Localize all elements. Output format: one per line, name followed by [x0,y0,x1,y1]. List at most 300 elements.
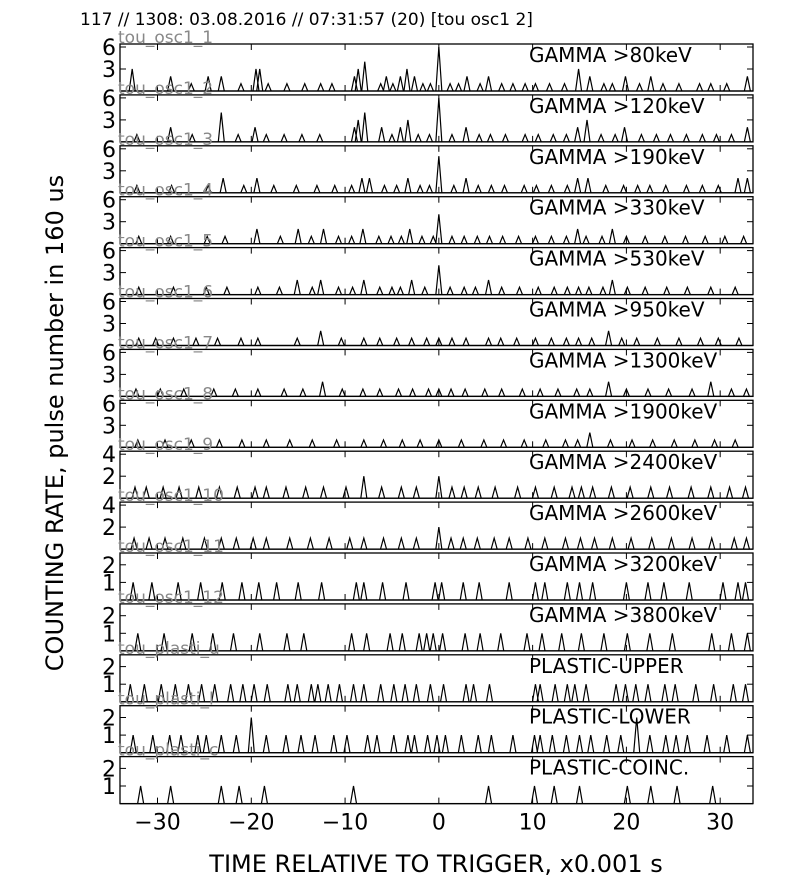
panel-label: GAMMA >1900keV [529,399,718,424]
trace-peak [609,280,615,295]
trace-peak [257,69,263,91]
trace-peak [378,84,384,91]
trace-peak [562,538,568,549]
trace-peak [325,684,331,702]
trace-peak [543,440,549,447]
trace-peak [432,582,438,600]
trace-peak [588,735,594,753]
trace-peak [451,185,457,192]
trace-peak [365,735,371,753]
trace-peak [364,633,370,651]
trace-peak [744,127,750,142]
x-tick-label: −30 [134,810,181,836]
trace-peak [462,633,468,651]
trace-peak [486,786,492,804]
trace-peak [533,185,539,192]
trace-peak [387,633,393,651]
trace-peak [510,735,516,753]
trace-peak [255,389,261,396]
trace-peak [349,633,355,651]
panel-label: GAMMA >1300keV [529,348,718,373]
y-tick-label: 6 [102,392,116,418]
trace-peak [724,735,730,753]
trace-peak [295,582,301,600]
trace-peak [463,338,469,345]
trace-peak [224,287,230,294]
trace-peak [419,236,425,243]
y-tick-label: 6 [102,36,116,61]
trace-peak [218,76,224,91]
trace-peak [708,382,714,397]
trace-peak [475,487,481,498]
trace-peak [731,538,737,549]
trace-peak [708,487,714,498]
trace-peak [501,440,507,447]
trace-peak [287,538,293,549]
panel-id: tou_osc1_3 [118,129,214,150]
trace-peak [648,786,654,804]
trace-peak [481,440,487,447]
y-tick-label: 1 [102,673,116,699]
trace-peak [548,338,554,345]
trace-peak [460,582,466,600]
trace-peak [728,633,734,651]
trace-peak [662,684,668,702]
trace-peak [233,538,239,549]
panel-tou_plasti_c [102,741,753,804]
trace-peak [672,684,678,702]
trace-peak [309,440,315,447]
trace-peak [576,287,582,294]
trace-peak [562,440,568,447]
trace-peak [552,684,558,702]
panel-id: tou_osc1_8 [118,384,214,405]
trace-peak [320,229,326,244]
trace-peak [578,633,584,651]
trace-peak [676,84,682,91]
trace-peak [405,120,411,142]
trace-peak [238,84,244,91]
trace-peak [710,786,716,804]
trace-peak [442,735,448,753]
trace-peak [647,633,653,651]
trace-peak [361,684,367,702]
trace-peak [240,684,246,702]
trace-peak [462,389,468,396]
trace-peak [551,287,557,294]
trace-peak [256,582,262,600]
trace-peak [241,185,247,192]
trace-peak [293,185,299,192]
trace-peak [563,338,569,345]
trace-peak [308,236,314,243]
figure-header: 117 // 1308: 03.08.2016 // 07:31:57 (20) [tou osc1 2] [80,10,533,30]
trace-peak [425,735,431,753]
trace-peak [353,582,359,600]
x-tick-label: −20 [228,810,275,836]
trace-peak [329,84,335,91]
trace-peak [522,135,528,142]
trace-peak [728,135,734,142]
trace-peak [499,84,505,91]
trace-peak [477,633,483,651]
trace-peak [516,287,522,294]
trace-peak [574,389,580,396]
trace-peak [336,236,342,243]
trace-peak [576,338,582,345]
trace-peak [426,135,432,142]
trace-peak [744,178,750,193]
trace-peak [674,786,680,804]
trace-peak [741,236,747,243]
y-tick-label: 4 [102,443,116,469]
trace-peak [319,582,325,600]
y-tick-label: 3 [102,210,116,236]
y-tick-label: 3 [102,159,116,185]
trace-peak [405,178,411,193]
trace-peak [499,287,505,294]
trace-peak [637,84,643,91]
panel-label: GAMMA >120keV [529,93,705,118]
trace-peak [563,735,569,753]
trace-peak [361,538,367,549]
trace-peak [215,338,221,345]
trace-peak [409,338,415,345]
trace-peak [624,786,630,804]
panel-id: tou_plasti_l [118,689,214,710]
trace-peak [251,684,257,702]
trace-peak [506,538,512,549]
x-tick-label: 0 [431,810,446,836]
y-tick-label: 2 [102,655,116,681]
trace-peak [609,538,615,549]
trace-peak [238,338,244,345]
trace-peak [660,84,666,91]
panel-id: tou_osc1_1 [118,28,214,48]
trace-peak [539,633,545,651]
trace-peak [599,236,605,243]
trace-peak [577,538,583,549]
trace-peak [551,786,557,804]
trace-peak [283,735,289,753]
trace-peak [682,236,688,243]
trace-peak [359,178,365,193]
trace-peak [704,735,710,753]
y-tick-label: 1 [102,571,116,597]
trace-peak [475,735,481,753]
trace-peak [712,440,718,447]
trace-peak [474,236,480,243]
trace-peak [589,338,595,345]
trace-peak [222,236,228,243]
trace-peak [441,684,447,702]
trace-peak [645,582,651,600]
trace-peak [302,84,308,91]
trace-peak [326,538,332,549]
trace-peak [422,287,428,294]
trace-peak [471,684,477,702]
trace-peak [338,338,344,345]
trace-peak [420,84,426,91]
trace-peak [622,76,628,91]
trace-peak [498,338,504,345]
trace-peak [476,582,482,600]
trace-peak [606,382,612,397]
trace-peak [576,69,582,91]
trace-peak [601,84,607,91]
trace-peak [349,185,355,192]
trace-peak [689,389,695,396]
trace-peak [458,440,464,447]
panel-id: tou_plasti_c [118,740,219,761]
trace-peak [569,487,575,498]
trace-peak [309,287,315,294]
trace-peak [609,84,615,91]
trace-peak [448,538,454,549]
trace-peak [486,280,492,295]
y-tick-label: 3 [102,108,116,134]
trace-peak [743,538,749,549]
trace-peak [257,633,263,651]
x-tick-labels [134,811,734,836]
trace-peak [654,338,660,345]
trace-peak [742,684,748,702]
panel-id: tou_plasti_u [118,638,220,659]
trace-peak [415,135,421,142]
trace-peak [475,185,481,192]
trace-peak [476,135,482,142]
trace-peak [394,338,400,345]
trace-peak [456,84,462,91]
trace-peak [642,236,648,243]
trace-peak [379,487,385,498]
trace-peak [376,236,382,243]
trace-peak [168,786,174,804]
trace-peak [486,236,492,243]
y-tick-label: 2 [102,604,116,630]
trace-peak [662,236,668,243]
trace-peak [474,538,480,549]
trace-peak [390,84,396,91]
trace-peak [532,338,538,345]
trace-peak [360,229,366,244]
trace-peak [461,287,467,294]
trace-peak [713,135,719,142]
trace-peak [699,185,705,192]
trace-peak [522,84,528,91]
trace-peak [592,538,598,549]
trace-peak [426,185,432,192]
trace-peak [648,487,654,498]
trace-peak [603,185,609,192]
y-axis-title: COUNTING RATE, pulse number in 160 us [41,174,69,672]
trace-peak [318,280,324,295]
panel-label: GAMMA >80keV [529,43,692,67]
trace-peak [320,487,326,498]
trace-peak [486,338,492,345]
trace-peak [663,735,669,753]
x-tick-label: 30 [706,810,735,836]
trace-peak [458,735,464,753]
panel-label: GAMMA >2600keV [529,501,718,526]
trace-peak [361,440,367,447]
trace-peak [413,487,419,498]
trace-peak [404,69,410,91]
trace-peak [601,633,607,651]
trace-peak [732,287,738,294]
trace-peak [575,178,581,193]
trace-peak [622,684,628,702]
trace-peak [708,287,714,294]
trace-peak [255,287,261,294]
trace-peak [299,135,305,142]
trace-peak [411,735,417,753]
trace-peak [686,582,692,600]
trace-peak [440,633,446,651]
y-tick-label: 1 [102,724,116,750]
trace-peak [394,185,400,192]
y-tick-label: 1 [102,775,116,800]
trace-peak [735,582,741,600]
trace-peak [377,389,383,396]
trace-peak [448,389,454,396]
trace-peak [301,633,307,651]
y-tick-label: 3 [102,261,116,287]
trace-peak [542,538,548,549]
trace-peak [427,84,433,91]
panel-id: tou_osc1_11 [118,537,224,557]
trace-peak [709,633,715,651]
trace-peak [744,735,750,753]
trace-peak [449,135,455,142]
trace-peak [234,487,240,498]
trace-peak [720,582,726,600]
trace-peak [608,487,614,498]
trace-peak [549,735,555,753]
trace-peak [684,735,690,753]
trace-peak [252,127,258,142]
trace-peak [391,684,397,702]
trace-peak [361,280,367,295]
trace-peak [472,287,478,294]
panel-label: GAMMA >330keV [529,195,705,220]
trace-peak [347,538,353,549]
trace-peak [265,84,271,91]
trace-peak [377,287,383,294]
trace-peak [460,538,466,549]
panel-id: tou_osc1_2 [118,78,214,99]
trace-peak [287,440,293,447]
trace-peak [349,236,355,243]
trace-peak [676,338,682,345]
trace-peak [300,389,306,396]
trace-peak [564,582,570,600]
trace-peak [391,735,397,753]
trace-peak [398,538,404,549]
trace-peak [436,47,442,91]
trace-peak [389,287,395,294]
x-axis-title: TIME RELATIVE TO TRIGGER, x0.001 s [209,850,663,878]
trace-peak [409,280,415,295]
trace-peak [684,287,690,294]
trace-peak [239,582,245,600]
trace-peak [661,582,667,600]
trace-peak [388,236,394,243]
trace-peak [634,338,640,345]
trace-peak [732,440,738,447]
trace-peak [709,538,715,549]
trace-peak [619,338,625,345]
trace-peak [486,76,492,91]
trace-peak [577,735,583,753]
trace-peak [255,338,261,345]
trace-peak [271,185,277,192]
trace-peak [730,684,736,702]
trace-peak [138,786,144,804]
trace-peak [486,684,492,702]
trace-peak [516,236,522,243]
trace-peak [263,440,269,447]
trace-peak [383,76,389,91]
trace-peak [449,487,455,498]
trace-peak [663,185,669,192]
trace-peak [254,229,260,244]
trace-peak [396,389,402,396]
trace-peak [692,440,698,447]
trace-peak [220,178,226,193]
trace-peak [336,684,342,702]
trace-peak [525,538,531,549]
trace-peak [381,440,387,447]
trace-peak [294,338,300,345]
trace-peak [510,84,516,91]
trace-peak [514,338,520,345]
trace-peak [583,236,589,243]
trace-peak [488,185,494,192]
trace-peak [295,229,301,244]
panel-label: GAMMA >190keV [529,144,705,169]
trace-peak [521,185,527,192]
y-tick-label: 6 [102,188,116,214]
trace-peak [609,229,615,244]
trace-peak [532,582,538,600]
trace-peak [590,582,596,600]
trace-peak [487,135,493,142]
trace-peak [379,127,385,142]
trace-peak [627,487,633,498]
trace-peak [374,735,380,753]
trace-peak [671,440,677,447]
y-tick-label: 3 [102,414,116,440]
trace-peak [735,178,741,193]
trace-peak [524,633,530,651]
trace-peak [339,389,345,396]
trace-peak [284,84,290,91]
trace-peak [254,178,260,193]
trace-peak [361,338,367,345]
trace-peak [537,735,543,753]
panel-id: tou_osc1_5 [118,231,214,252]
trace-peak [360,389,366,396]
trace-peak [492,487,498,498]
trace-peak [572,684,578,702]
trace-peak [318,331,324,346]
y-tick-label: 1 [102,622,116,648]
trace-peak [303,487,309,498]
trace-peak [551,487,557,498]
trace-peak [537,389,543,396]
trace-peak [515,487,521,498]
